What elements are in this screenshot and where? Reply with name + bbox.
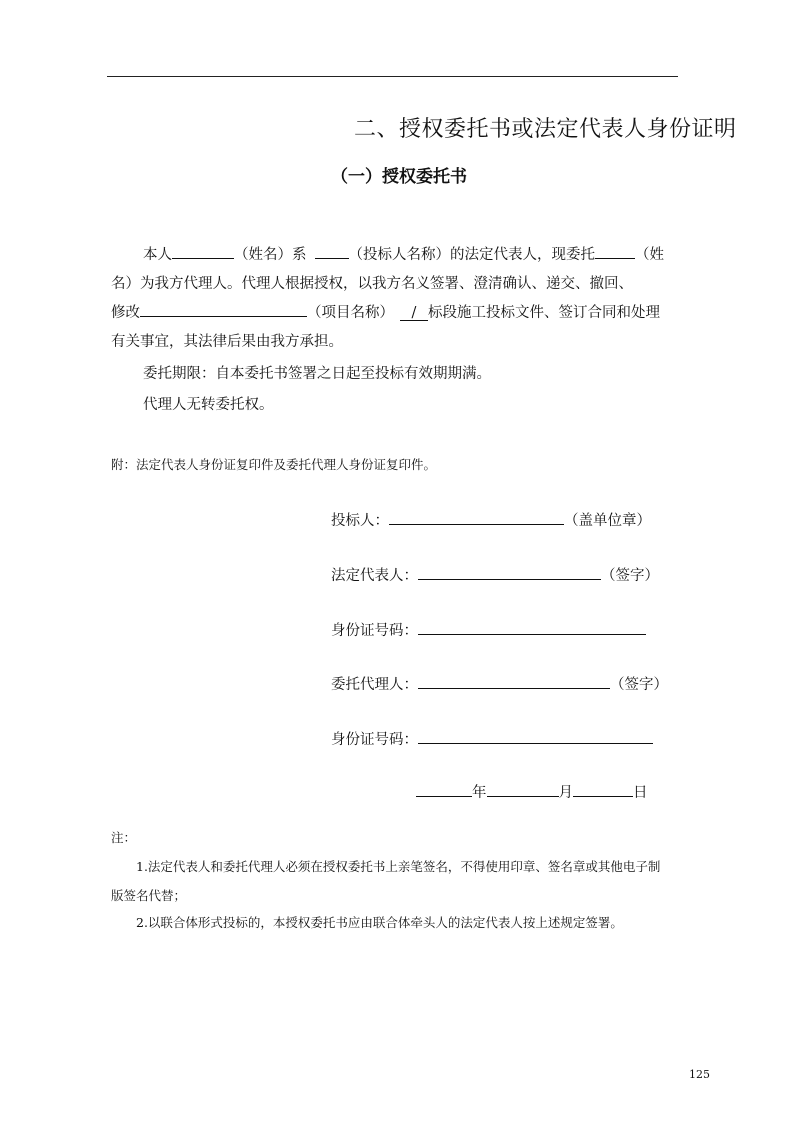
- legal-rep-row: 法定代表人： （签字）: [331, 568, 659, 584]
- agent-signature-line[interactable]: [418, 676, 610, 689]
- body-line-2: 名）为我方代理人。代理人根据授权，以我方名义签署、澄清确认、递交、撤回、: [111, 276, 633, 292]
- id-number-row-1: 身份证号码：: [331, 619, 646, 640]
- sub-title: （一）授权委托书: [331, 167, 467, 187]
- date-row: 年 月 日: [416, 781, 648, 802]
- id-number-line-1[interactable]: [418, 622, 646, 635]
- page-number: 125: [689, 1068, 710, 1081]
- project-name-blank[interactable]: [140, 302, 307, 317]
- agent-name-blank[interactable]: [595, 244, 635, 259]
- body-line-4: 有关事宜，其法律后果由我方承担。: [111, 334, 343, 350]
- body-line-1: 本人 （姓名）系 （投标人名称）的法定代表人，现委托 （姓: [143, 243, 664, 264]
- notes-title: 注：: [111, 830, 137, 845]
- legal-rep-signature-line[interactable]: [418, 567, 601, 580]
- id-number-row-2: 身份证号码：: [331, 728, 653, 749]
- note-1-cont: 版签名代替；: [111, 888, 187, 903]
- bidder-signature-line[interactable]: [389, 512, 564, 525]
- id-number-line-2[interactable]: [418, 731, 653, 744]
- name-blank[interactable]: [172, 244, 234, 259]
- day-line[interactable]: [573, 784, 633, 797]
- body-line-5: 委托期限：自本委托书签署之日起至投标有效期期满。: [143, 366, 491, 382]
- body-line-3: 修改 （项目名称） / 标段施工投标文件、签订合同和处理: [111, 301, 660, 322]
- body-line-6: 代理人无转委托权。: [143, 397, 274, 413]
- section-blank[interactable]: /: [400, 306, 428, 321]
- section-title: 二、授权委托书或法定代表人身份证明: [354, 117, 737, 142]
- attachment-note: 附：法定代表人身份证复印件及委托代理人身份证复印件。: [111, 457, 437, 472]
- note-1: 1.法定代表人和委托代理人必须在授权委托书上亲笔签名，不得使用印章、签名章或其他电子制: [136, 859, 661, 874]
- agent-row: 委托代理人： （签字）: [331, 677, 668, 693]
- bidder-name-blank[interactable]: [315, 244, 349, 259]
- month-line[interactable]: [487, 784, 559, 797]
- bidder-row: 投标人： （盖单位章）: [331, 513, 651, 529]
- note-2: 2.以联合体形式投标的，本授权委托书应由联合体牵头人的法定代表人按上述规定签署。: [136, 915, 623, 930]
- header-rule: [107, 76, 678, 77]
- year-line[interactable]: [416, 784, 472, 797]
